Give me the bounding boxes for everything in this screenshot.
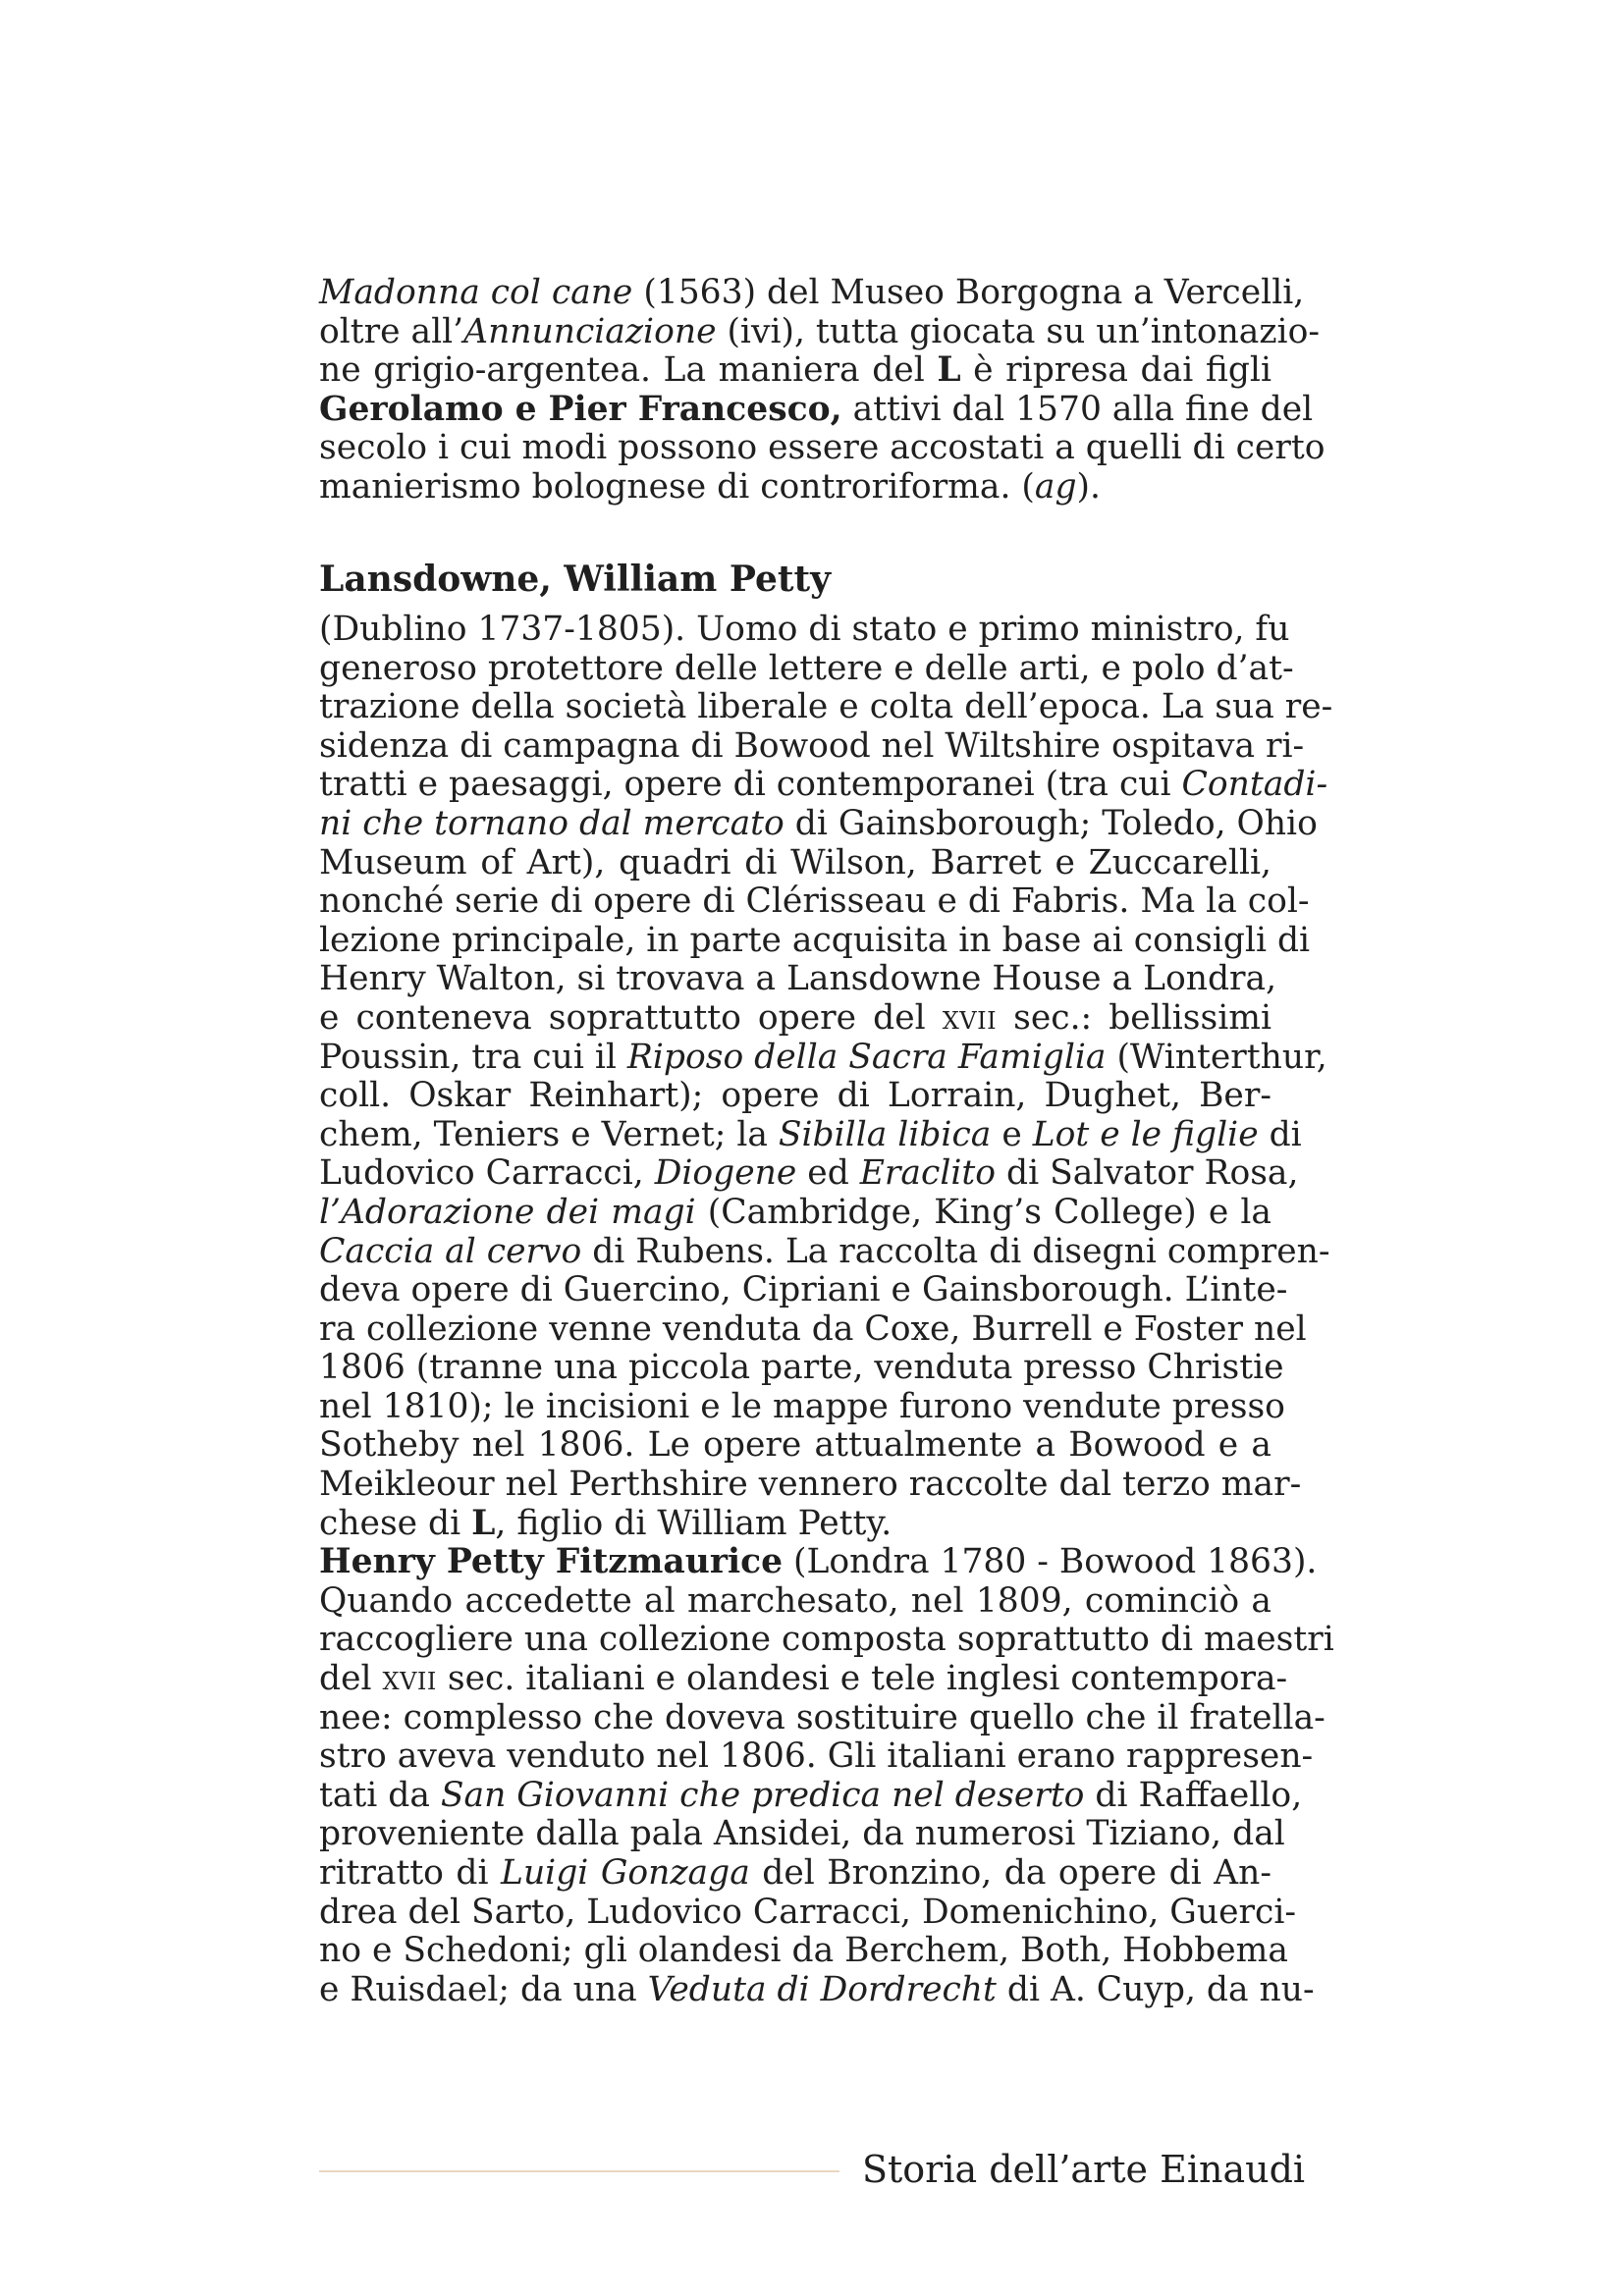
text-run: oltre all’ — [319, 311, 464, 351]
text-line — [319, 389, 1314, 430]
text-run: e Ruisdael; da una — [319, 1969, 648, 2009]
text-line — [319, 1969, 1315, 2010]
artwork-title: Lot e le figlie — [1032, 1114, 1259, 1154]
footer-series-title: Storia dell’arte Einaudi — [862, 2148, 1306, 2191]
text-line: sidenza di campagna di Bowood nel Wiltshire ospitava ri- — [319, 725, 1305, 766]
bold-abbrev: L — [937, 350, 961, 391]
text-line: ra collezione venne venduta da Coxe, Burrell e Foster nel — [319, 1308, 1307, 1349]
text-line — [319, 803, 1318, 844]
text-run: ritratto di — [319, 1853, 502, 1893]
paragraph-continuation — [319, 273, 1325, 507]
text-run: e conteneva soprattutto opere del — [319, 997, 943, 1038]
text-run: Ludovico Carracci, — [319, 1153, 655, 1194]
century-numeral: xvii — [942, 997, 998, 1038]
artwork-title: Annunciazione — [463, 311, 717, 351]
text-run: di Raffaello, — [1084, 1775, 1303, 1815]
artwork-title: l’Adorazione dei magi — [319, 1192, 696, 1232]
bold-name: Henry Petty Fitzmaurice — [319, 1542, 784, 1582]
entry-body — [319, 610, 1334, 2009]
text-run: tati da — [319, 1775, 441, 1815]
text-line: drea del Sarto, Ludovico Carracci, Domenichino, Guerci- — [319, 1892, 1297, 1932]
text-run: chese di — [319, 1503, 472, 1543]
text-run: (ivi), tutta giocata su un’intonazio- — [716, 311, 1321, 351]
text-line: (Dublino 1737-1805). Uomo di stato e primo ministro, fu — [319, 610, 1290, 649]
text-run: tratti e paesaggi, opere di contemporanei (tra cui — [319, 765, 1182, 805]
text-run: di A. Cuyp, da nu- — [996, 1969, 1315, 2009]
text-run: , figlio di William Petty. — [495, 1503, 893, 1543]
text-line: secolo i cui modi possono essere accostati a quelli di certo — [319, 428, 1325, 468]
text-line — [319, 468, 1271, 507]
text-line: Sotheby nel 1806. Le opere attualmente a Bowood e a — [319, 1425, 1271, 1466]
text-line: Quando accedette al marchesato, nel 1809, cominciò a — [319, 1580, 1271, 1621]
artwork-title: San Giovanni che predica nel deserto — [440, 1775, 1085, 1815]
text-line: proveniente dalla pala Ansidei, da numerosi Tiziano, dal — [319, 1814, 1285, 1854]
text-run: del — [319, 1659, 383, 1699]
text-line: raccogliere una collezione composta soprattutto di maestri — [319, 1620, 1334, 1660]
text-run: del Bronzino, da opere di An- — [749, 1853, 1271, 1893]
text-line: generoso protettore delle lettere e delle arti, e polo d’at- — [319, 648, 1294, 688]
text-line: nonché serie di opere di Clérisseau e di Fabris. Ma la col- — [319, 881, 1310, 922]
text-run: sec.: bellissimi — [997, 997, 1272, 1038]
text-line: Meikleour nel Perthshire vennero raccolte dal terzo mar- — [319, 1465, 1302, 1505]
text-line: 1806 (tranne una piccola parte, venduta presso Christie — [319, 1348, 1284, 1388]
text-line: coll. Oskar Reinhart); opere di Lorrain, Dughet, Ber- — [319, 1076, 1271, 1116]
text-line — [319, 1114, 1302, 1155]
artwork-title: Diogene — [654, 1153, 797, 1194]
text-line: trazione della società liberale e colta dell’epoca. La sua re- — [319, 687, 1333, 727]
text-run: Poussin, tra cui il — [319, 1037, 627, 1077]
artwork-title: ni che tornano dal mercato — [319, 803, 784, 843]
text-line — [319, 1505, 1271, 1544]
text-line — [319, 273, 1305, 313]
text-run: (1563) del Museo Borgogna a Vercelli, — [632, 273, 1305, 312]
text-run: chem, Teniers e Vernet; la — [319, 1114, 779, 1154]
text-line: Museum of Art), quadri di Wilson, Barret e Zuccarelli, — [319, 842, 1271, 882]
text-run: ed — [796, 1153, 860, 1194]
text-line: nel 1810); le incisioni e le mappe furono vendute presso — [319, 1386, 1285, 1426]
text-run: è ripresa dai figli — [960, 350, 1271, 391]
artwork-title: Luigi Gonzaga — [501, 1853, 750, 1893]
artwork-title: Eraclito — [859, 1153, 997, 1194]
artwork-title: Sibilla libica — [778, 1114, 992, 1154]
text-run: (Cambridge, King’s College) e la — [695, 1192, 1271, 1232]
text-line — [319, 311, 1321, 352]
artwork-title: Veduta di Dordrecht — [647, 1969, 997, 2009]
text-run: (Winterthur, — [1106, 1037, 1327, 1077]
text-run: attivi dal 1570 alla fine del — [841, 389, 1314, 429]
text-line: no e Schedoni; gli olandesi da Berchem, Both, Hobbema — [319, 1931, 1288, 1971]
artwork-title: Contadi- — [1181, 765, 1328, 805]
text-line — [319, 1542, 1318, 1582]
text-run: ). — [1076, 466, 1101, 507]
text-line — [319, 351, 1271, 391]
text-run: e — [991, 1114, 1033, 1154]
entry-heading: Lansdowne, William Petty — [319, 559, 832, 600]
artwork-title: Madonna col cane — [319, 273, 633, 312]
text-line — [319, 1659, 1288, 1699]
artwork-title: Riposo della Sacra Famiglia — [626, 1037, 1107, 1077]
text-run: ne grigio-argentea. La maniera del — [319, 350, 938, 391]
text-line: deva opere di Guercino, Cipriani e Gainsborough. L’inte- — [319, 1270, 1288, 1310]
bold-abbrev: L — [471, 1503, 496, 1543]
text-run: sec. italiani e olandesi e tele inglesi contempora- — [436, 1659, 1288, 1699]
text-run: di Rubens. La raccolta di disegni compren- — [581, 1231, 1330, 1271]
text-run: di — [1258, 1114, 1302, 1154]
text-line — [319, 999, 1271, 1039]
text-line — [319, 1037, 1327, 1078]
bold-name: Gerolamo e Pier Francesco, — [319, 389, 842, 429]
text-line — [319, 765, 1328, 805]
text-run: manierismo bolognese di controriforma. ( — [319, 466, 1035, 507]
text-run: di Salvator Rosa, — [996, 1153, 1299, 1194]
text-line: Henry Walton, si trovava a Lansdowne House a Londra, — [319, 959, 1277, 999]
text-line — [319, 1854, 1271, 1894]
text-run: (Londra 1780 - Bowood 1863). — [783, 1542, 1318, 1582]
footer-divider — [319, 2170, 839, 2172]
century-numeral: xvii — [382, 1659, 437, 1699]
text-line: lezione principale, in parte acquisita in base ai consigli di — [319, 920, 1311, 960]
text-run: di Gainsborough; Toledo, Ohio — [784, 803, 1318, 843]
text-line — [319, 1231, 1330, 1272]
text-line: nee: complesso che doveva sostituire quello che il fratella- — [319, 1697, 1325, 1737]
text-line — [319, 1775, 1303, 1816]
text-line — [319, 1194, 1271, 1233]
text-line — [319, 1153, 1299, 1194]
artwork-title: Caccia al cervo — [319, 1231, 582, 1271]
author-initials: ag — [1034, 466, 1077, 507]
text-line: stro aveva venduto nel 1806. Gli italiani erano rappresen- — [319, 1736, 1314, 1777]
